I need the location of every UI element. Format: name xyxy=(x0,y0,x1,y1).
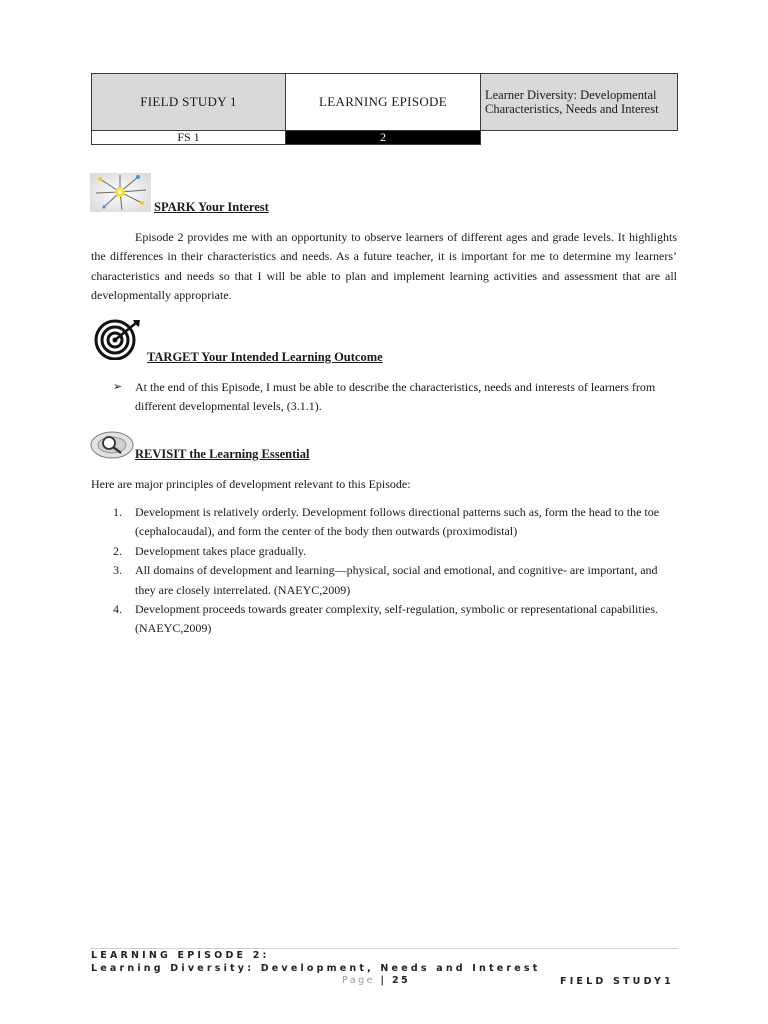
spark-body: Episode 2 provides me with an opportunity to observe learners of different ages and grade levels. It highlights the differences in their characteristics and needs. As a future teacher, it is important for me to determine my learners’ characteristics and needs so that I will be able to plan and implement learning activities and assessment that are all developmentally appropriate. xyxy=(91,230,677,303)
header-code: FS 1 xyxy=(92,131,286,145)
target-title: TARGET Your Intended Learning Outcome xyxy=(147,350,383,364)
page-number: Page | 25 xyxy=(342,975,411,986)
spark-title: SPARK Your Interest xyxy=(154,200,269,214)
revisit-title: REVISIT the Learning Essential xyxy=(135,447,310,461)
revisit-intro: Here are major principles of development relevant to this Episode: xyxy=(91,477,411,491)
target-icon xyxy=(93,318,141,360)
target-bullet-text: At the end of this Episode, I must be able to describe the characteristics, needs and interests of learners from different developmental levels, (3.1.1). xyxy=(135,380,656,414)
header-learning-episode: LEARNING EPISODE xyxy=(286,74,481,131)
footer-subtitle: Learning Diversity: Development, Needs and Interest xyxy=(91,963,541,974)
bullet-arrow-icon: ➢ xyxy=(113,381,123,393)
header-empty-cell xyxy=(481,131,678,145)
footer-divider xyxy=(90,948,678,949)
target-bullet xyxy=(113,378,679,417)
header-table xyxy=(91,73,678,145)
list-item: 2. Development takes place gradually. xyxy=(113,543,307,558)
header-topic: Learner Diversity: Developmental Characteristics, Needs and Interest xyxy=(481,74,678,131)
spark-paragraph xyxy=(91,228,677,306)
list-item: 1. Development is relatively orderly. Development follows directional patterns such as, form the head to the toe (cephalocaudal), and form the center of the body then outwards (proximodistal) xyxy=(113,505,660,539)
magnifier-icon xyxy=(90,430,134,460)
list-item: 3. All domains of development and learning—physical, social and emotional, and cognitive- are important, and they are closely interrelated. (NAEYC,2009) xyxy=(113,563,658,597)
principles-list xyxy=(113,503,679,639)
spark-icon xyxy=(90,173,151,212)
list-item: 4. Development proceeds towards greater complexity, self-regulation, symbolic or representational capabilities. (NAEYC,2009) xyxy=(113,602,659,636)
footer-episode: LEARNING EPISODE 2: xyxy=(91,950,270,961)
header-episode-number: 2 xyxy=(286,131,481,145)
footer-field-study: FIELD STUDY1 xyxy=(560,976,674,987)
header-field-study: FIELD STUDY 1 xyxy=(92,74,286,131)
